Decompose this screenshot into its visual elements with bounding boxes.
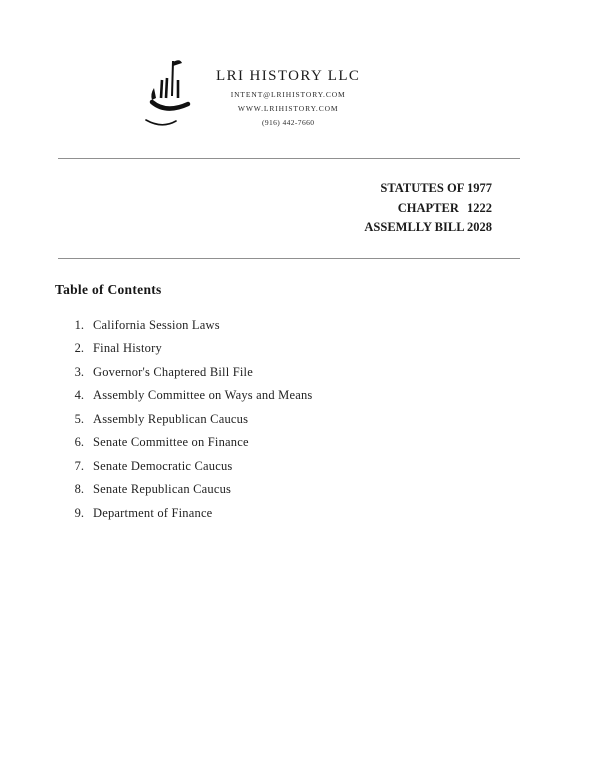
toc-item bbox=[68, 319, 600, 332]
toc-item-number: 5. bbox=[74, 411, 84, 426]
toc-item-number: 2. bbox=[74, 341, 84, 355]
toc-item-label: Senate Committee on Finance bbox=[93, 435, 249, 449]
company-phone: (916) 442-7660 bbox=[261, 118, 315, 127]
toc-item-label: Governor's Chaptered Bill File bbox=[93, 364, 253, 379]
toc-item bbox=[68, 413, 600, 426]
toc-item bbox=[68, 389, 600, 402]
toc-item bbox=[68, 460, 600, 473]
toc-item-number: 9. bbox=[74, 505, 84, 520]
toc-title: Table of Contents bbox=[55, 281, 162, 297]
quill-ink-mark-icon bbox=[140, 119, 200, 136]
toc-item-number: 8. bbox=[74, 482, 84, 496]
toc-list bbox=[68, 319, 600, 520]
toc-item bbox=[68, 483, 600, 496]
assembly-bill-line: ASSEMLLY BILL 2028 bbox=[364, 220, 492, 234]
toc-item bbox=[68, 507, 600, 520]
toc-item-label: California Session Laws bbox=[93, 317, 220, 332]
chapter-line: CHAPTER 1222 bbox=[397, 200, 492, 215]
statute-reference bbox=[0, 179, 600, 238]
toc-item-number: 7. bbox=[74, 458, 84, 473]
toc-item bbox=[68, 342, 600, 355]
company-website: WWW.LRIHISTORY.COM bbox=[237, 104, 339, 113]
toc-item-number: 1. bbox=[74, 317, 84, 332]
toc-item-label: Final History bbox=[93, 341, 162, 355]
divider-bottom bbox=[58, 258, 520, 259]
divider-top bbox=[58, 158, 520, 159]
company-name: LRI HISTORY LLC bbox=[216, 68, 361, 84]
letterhead-text bbox=[216, 58, 360, 127]
toc-item-number: 4. bbox=[74, 388, 84, 402]
letterhead bbox=[0, 0, 600, 132]
toc-item-label: Senate Republican Caucus bbox=[93, 482, 232, 496]
toc-item-label: Department of Finance bbox=[93, 505, 213, 520]
toc-item-label: Senate Democratic Caucus bbox=[93, 458, 233, 473]
toc-item-number: 6. bbox=[74, 435, 84, 449]
company-email: INTENT@LRIHISTORY.COM bbox=[230, 90, 346, 99]
toc-item bbox=[68, 436, 600, 449]
statutes-year-line: STATUTES OF 1977 bbox=[380, 181, 492, 195]
toc-item-label: Assembly Republican Caucus bbox=[93, 411, 249, 426]
lri-logo bbox=[140, 58, 200, 132]
toc-item bbox=[68, 366, 600, 379]
toc-item-number: 3. bbox=[74, 364, 84, 379]
toc-item-label: Assembly Committee on Ways and Means bbox=[93, 388, 313, 402]
